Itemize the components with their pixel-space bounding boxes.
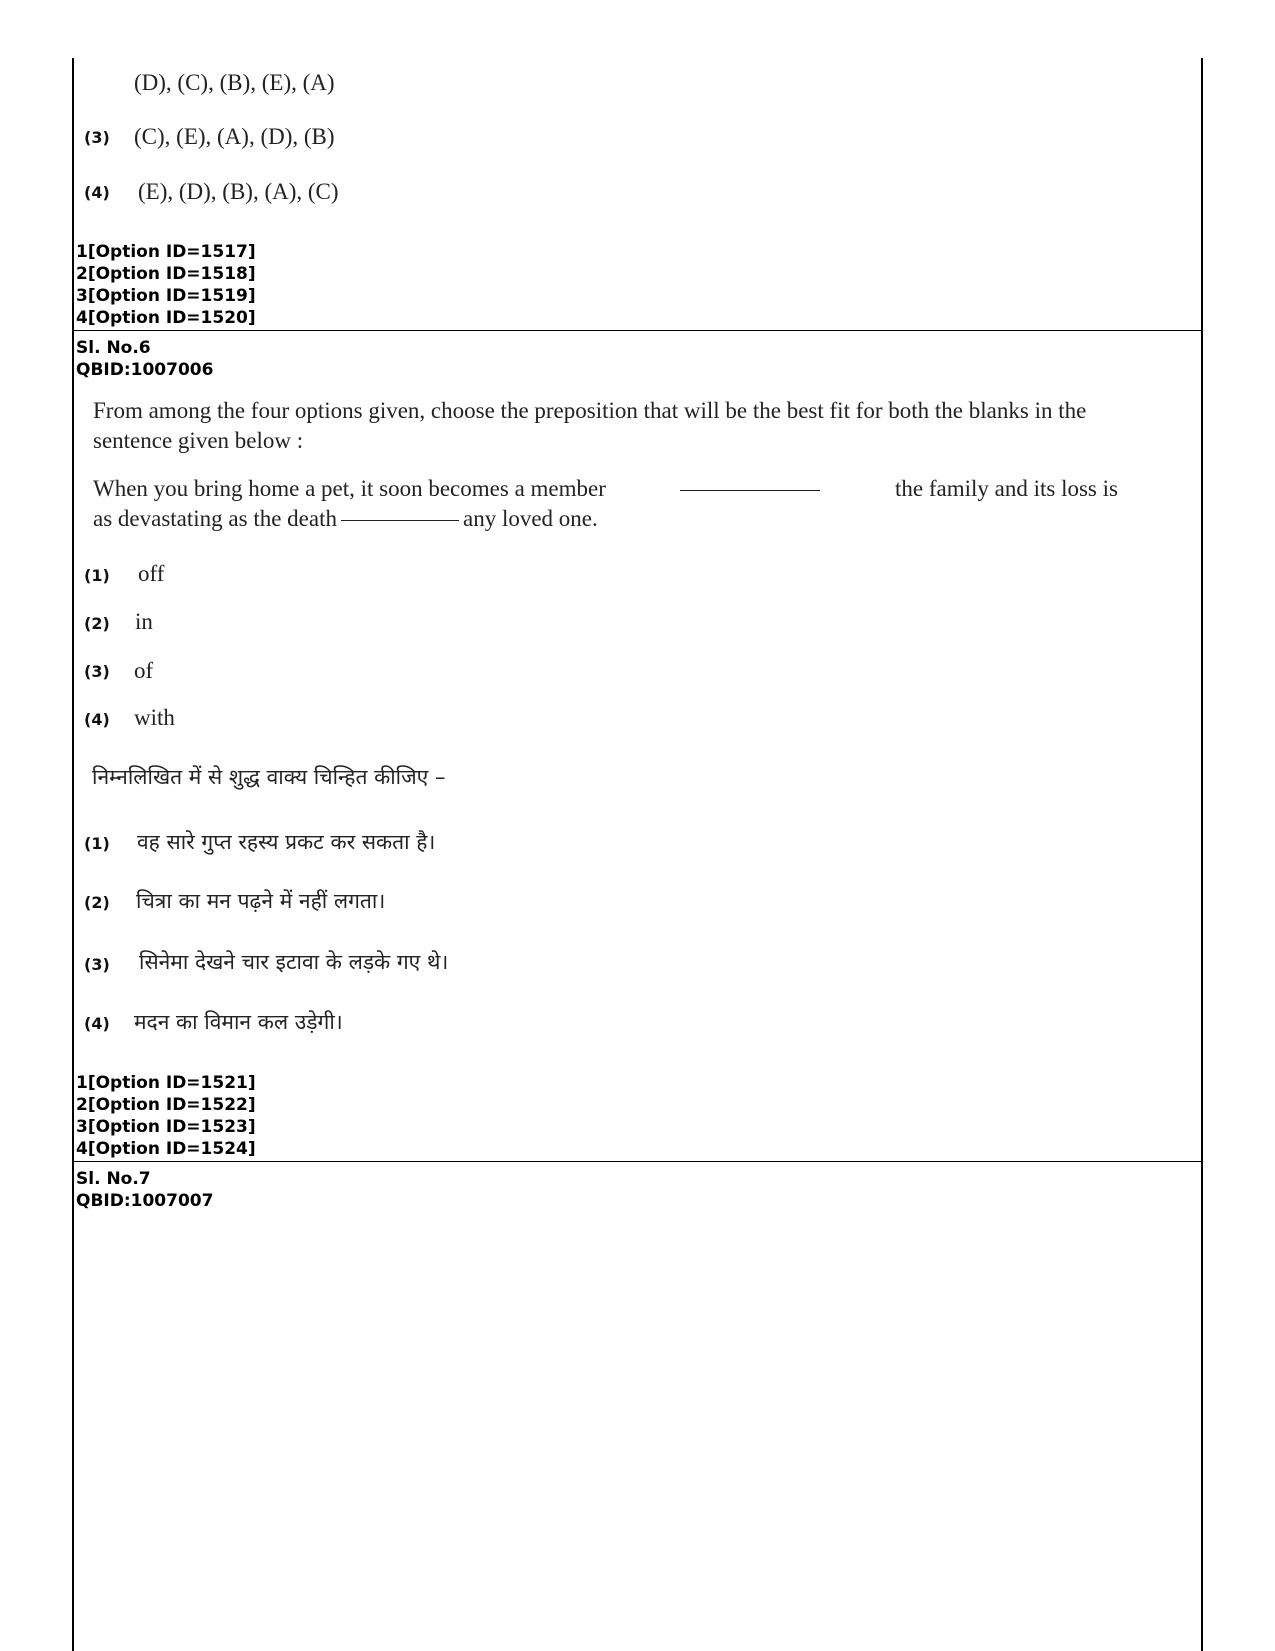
hindi-option-1-text: वह सारे गुप्त रहस्य प्रकट कर सकता है। (137, 830, 436, 854)
hindi-option-1-number: (1) (84, 834, 110, 853)
option-id-line: 1[Option ID=1521] (76, 1073, 256, 1093)
sentence-part-4: any loved one. (462, 506, 598, 531)
option-2-number: (2) (84, 614, 110, 633)
option-3-text: of (134, 658, 154, 683)
section-divider (72, 1161, 1203, 1162)
option-id-line: 2[Option ID=1518] (76, 264, 256, 284)
question-7-header (76, 1168, 213, 1212)
option-id-line: 1[Option ID=1517] (76, 242, 256, 262)
hindi-option-4-text: मदन का विमान कल उड़ेगी। (134, 1010, 343, 1034)
prev-option-2-text: (D), (C), (B), (E), (A) (134, 70, 335, 95)
sentence-part-1: When you bring home a pet, it soon becomes a member (93, 476, 606, 501)
sl-no: Sl. No.6 (76, 338, 151, 358)
hindi-option-4-number: (4) (84, 1014, 110, 1033)
question-6-instruction: From among the four options given, choose the preposition that will be the best fit for both the blanks in the sentence given below : (93, 398, 1087, 453)
hindi-option-3-number: (3) (84, 955, 110, 974)
prev-option-3-text: (C), (E), (A), (D), (B) (134, 124, 335, 149)
option-id-line: 3[Option ID=1523] (76, 1117, 256, 1137)
question-6-header (76, 337, 213, 381)
qbid: QBID:1007006 (76, 360, 214, 380)
qbid: QBID:1007007 (76, 1191, 214, 1211)
prev-option-4-text: (E), (D), (B), (A), (C) (138, 179, 339, 204)
prev-option-4-number: (4) (84, 183, 110, 202)
section-divider (72, 330, 1203, 331)
option-id-line: 4[Option ID=1524] (76, 1139, 256, 1159)
option-4-text: with (134, 705, 175, 730)
hindi-option-2-text: चित्रा का मन पढ़ने में नहीं लगता। (136, 889, 386, 913)
option-3-number: (3) (84, 662, 110, 681)
option-1-number: (1) (84, 566, 110, 585)
page-frame-right (1201, 58, 1203, 1651)
option-2-text: in (135, 609, 153, 634)
option-id-line: 2[Option ID=1522] (76, 1095, 256, 1115)
question-6-sentence (93, 474, 1118, 534)
blank-2 (341, 520, 459, 521)
option-id-line: 3[Option ID=1519] (76, 286, 256, 306)
question-6-option-ids (76, 1072, 256, 1160)
hindi-option-2-number: (2) (84, 893, 110, 912)
sentence-part-3: as devastating as the death (93, 506, 337, 531)
option-4-number: (4) (84, 710, 110, 729)
prev-option-ids (76, 241, 256, 329)
option-id-line: 4[Option ID=1520] (76, 308, 256, 328)
hindi-option-3-text: सिनेमा देखने चार इटावा के लड़के गए थे। (139, 950, 449, 974)
sentence-part-2: the family and its loss is (895, 476, 1118, 501)
blank-1 (680, 490, 820, 491)
hindi-instruction: निम्नलिखित में से शुद्ध वाक्य चिन्हित कीजिए – (92, 765, 446, 789)
sl-no: Sl. No.7 (76, 1169, 151, 1189)
option-1-text: off (138, 561, 165, 586)
prev-option-3-number: (3) (84, 128, 110, 147)
page-frame-left (72, 58, 74, 1651)
